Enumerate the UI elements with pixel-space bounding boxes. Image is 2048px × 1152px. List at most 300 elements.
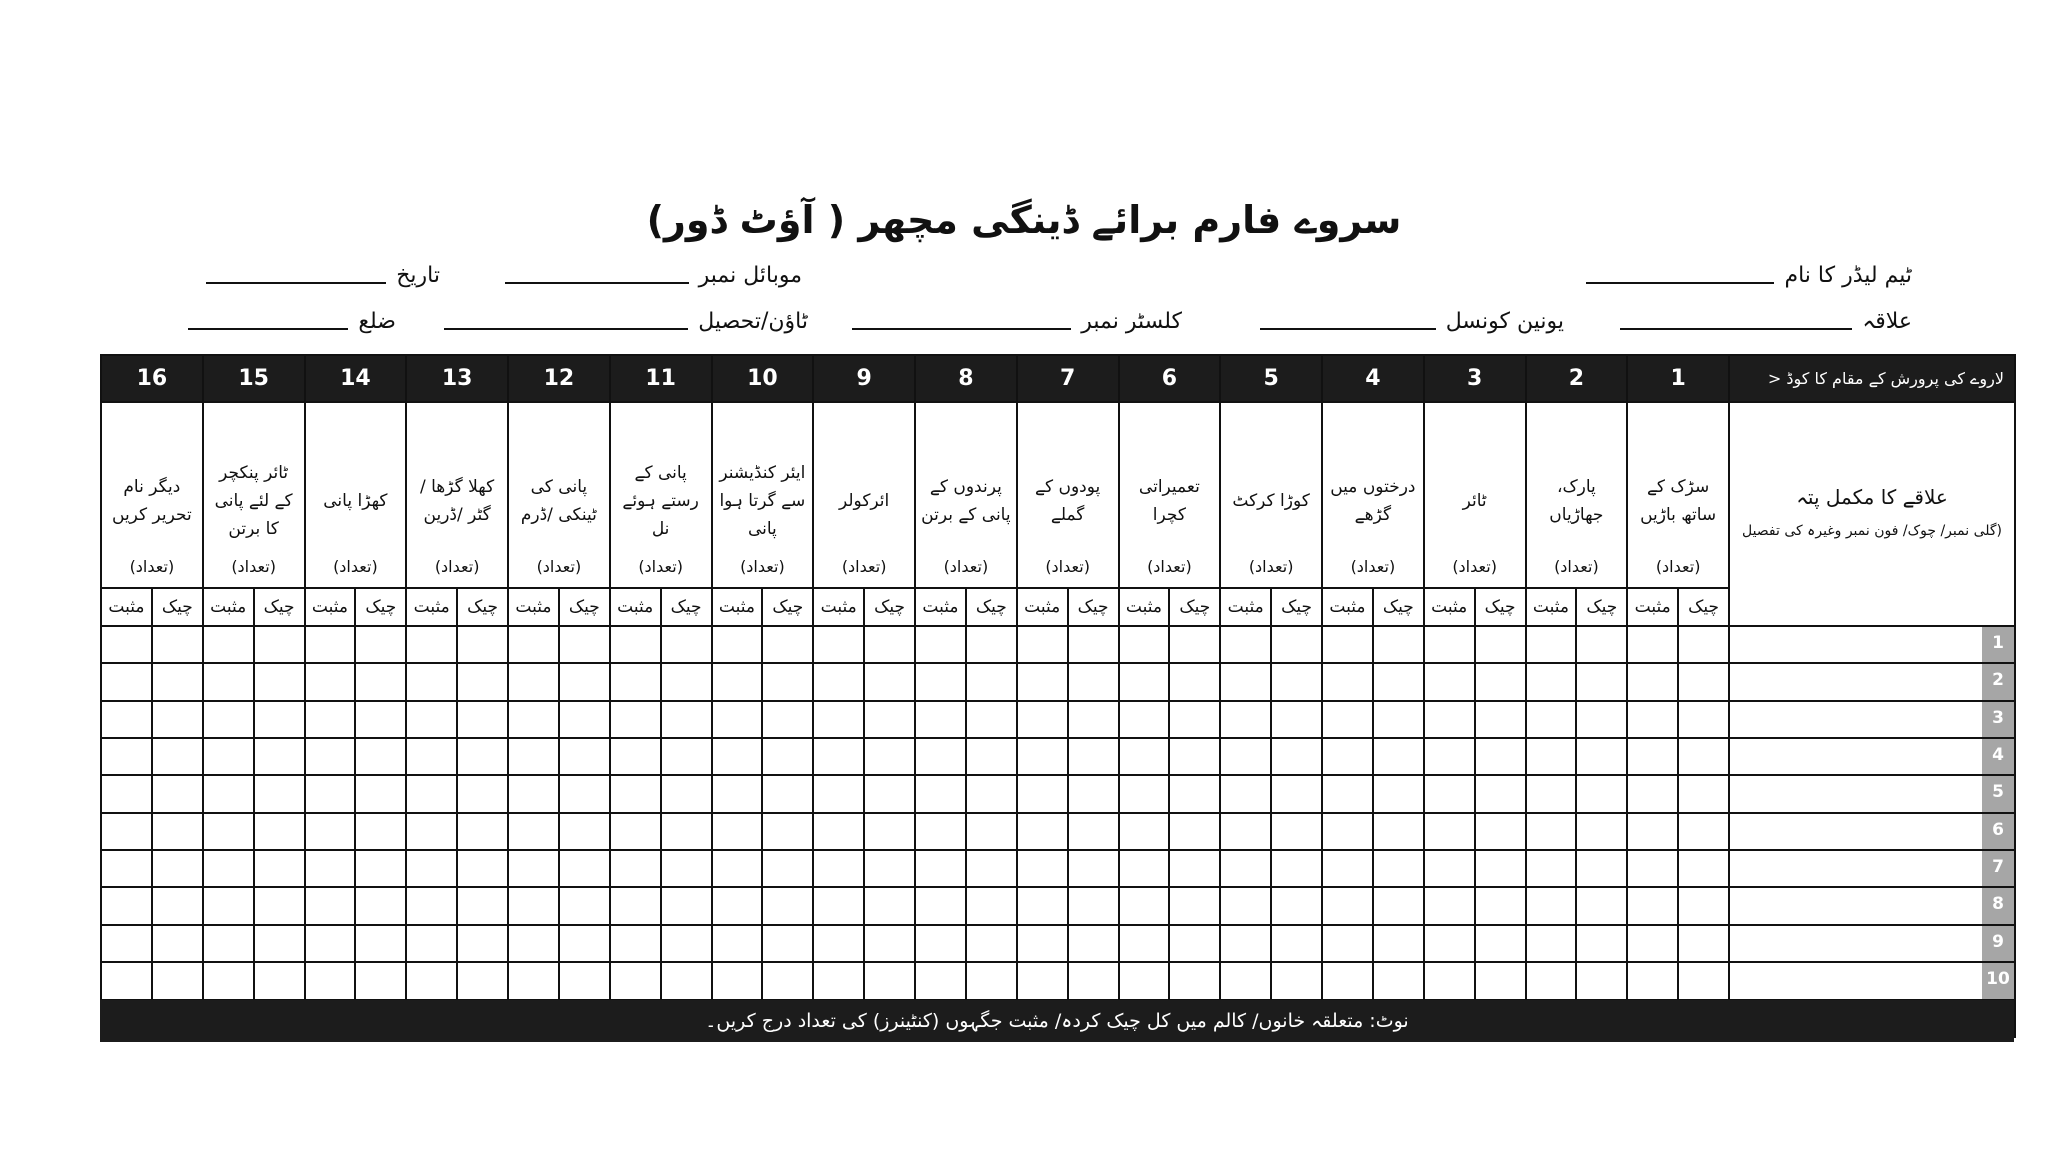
- positive-cell[interactable]: [813, 887, 864, 924]
- positive-cell[interactable]: [1627, 626, 1678, 663]
- positive-cell[interactable]: [1220, 775, 1271, 812]
- positive-cell[interactable]: [101, 663, 152, 700]
- positive-cell[interactable]: [712, 738, 763, 775]
- positive-cell[interactable]: [508, 925, 559, 962]
- positive-cell[interactable]: [203, 738, 254, 775]
- check-cell[interactable]: [1271, 626, 1322, 663]
- check-cell[interactable]: [152, 813, 203, 850]
- date-line[interactable]: [206, 282, 386, 284]
- check-cell[interactable]: [966, 887, 1017, 924]
- check-cell[interactable]: [1169, 626, 1220, 663]
- positive-cell[interactable]: [1526, 925, 1577, 962]
- positive-cell[interactable]: [406, 925, 457, 962]
- check-cell[interactable]: [1068, 962, 1119, 999]
- check-cell[interactable]: [1678, 626, 1729, 663]
- positive-cell[interactable]: [1627, 887, 1678, 924]
- check-cell[interactable]: [152, 850, 203, 887]
- check-cell[interactable]: [559, 701, 610, 738]
- check-cell[interactable]: [152, 738, 203, 775]
- positive-cell[interactable]: [915, 626, 966, 663]
- positive-cell[interactable]: [610, 701, 661, 738]
- check-cell[interactable]: [1169, 887, 1220, 924]
- positive-cell[interactable]: [203, 701, 254, 738]
- positive-cell[interactable]: [1119, 887, 1170, 924]
- positive-cell[interactable]: [101, 738, 152, 775]
- check-cell[interactable]: [864, 775, 915, 812]
- check-cell[interactable]: [966, 850, 1017, 887]
- check-cell[interactable]: [355, 775, 406, 812]
- check-cell[interactable]: [355, 626, 406, 663]
- check-cell[interactable]: [559, 925, 610, 962]
- positive-cell[interactable]: [1220, 962, 1271, 999]
- check-cell[interactable]: [1271, 925, 1322, 962]
- positive-cell[interactable]: [406, 701, 457, 738]
- check-cell[interactable]: [1576, 701, 1627, 738]
- positive-cell[interactable]: [1017, 738, 1068, 775]
- cluster-line[interactable]: [852, 328, 1071, 330]
- positive-cell[interactable]: [1017, 626, 1068, 663]
- positive-cell[interactable]: [915, 850, 966, 887]
- check-cell[interactable]: [1169, 850, 1220, 887]
- town-field[interactable]: [428, 300, 808, 334]
- positive-cell[interactable]: [813, 962, 864, 999]
- positive-cell[interactable]: [915, 738, 966, 775]
- check-cell[interactable]: [559, 887, 610, 924]
- check-cell[interactable]: [762, 663, 813, 700]
- positive-cell[interactable]: [915, 813, 966, 850]
- check-cell[interactable]: [1678, 738, 1729, 775]
- positive-cell[interactable]: [1627, 813, 1678, 850]
- positive-cell[interactable]: [1322, 663, 1373, 700]
- check-cell[interactable]: [661, 925, 712, 962]
- check-cell[interactable]: [457, 813, 508, 850]
- positive-cell[interactable]: [1627, 962, 1678, 999]
- positive-cell[interactable]: [712, 626, 763, 663]
- check-cell[interactable]: [762, 925, 813, 962]
- check-cell[interactable]: [1678, 887, 1729, 924]
- positive-cell[interactable]: [1526, 775, 1577, 812]
- check-cell[interactable]: [1169, 701, 1220, 738]
- positive-cell[interactable]: [1627, 663, 1678, 700]
- positive-cell[interactable]: [1424, 738, 1475, 775]
- positive-cell[interactable]: [1017, 663, 1068, 700]
- check-cell[interactable]: [1678, 962, 1729, 999]
- positive-cell[interactable]: [406, 813, 457, 850]
- positive-cell[interactable]: [305, 626, 356, 663]
- check-cell[interactable]: [1678, 663, 1729, 700]
- check-cell[interactable]: [1169, 663, 1220, 700]
- check-cell[interactable]: [254, 925, 305, 962]
- positive-cell[interactable]: [508, 850, 559, 887]
- positive-cell[interactable]: [203, 962, 254, 999]
- check-cell[interactable]: [762, 962, 813, 999]
- check-cell[interactable]: [762, 738, 813, 775]
- address-cell[interactable]: [1729, 962, 2015, 999]
- positive-cell[interactable]: [610, 925, 661, 962]
- positive-cell[interactable]: [1424, 663, 1475, 700]
- positive-cell[interactable]: [1017, 813, 1068, 850]
- positive-cell[interactable]: [1119, 925, 1170, 962]
- check-cell[interactable]: [355, 962, 406, 999]
- check-cell[interactable]: [152, 701, 203, 738]
- positive-cell[interactable]: [1424, 626, 1475, 663]
- check-cell[interactable]: [1576, 626, 1627, 663]
- positive-cell[interactable]: [1322, 701, 1373, 738]
- check-cell[interactable]: [1373, 701, 1424, 738]
- check-cell[interactable]: [762, 775, 813, 812]
- check-cell[interactable]: [254, 850, 305, 887]
- positive-cell[interactable]: [915, 887, 966, 924]
- check-cell[interactable]: [559, 738, 610, 775]
- positive-cell[interactable]: [406, 850, 457, 887]
- check-cell[interactable]: [152, 925, 203, 962]
- check-cell[interactable]: [661, 850, 712, 887]
- positive-cell[interactable]: [813, 663, 864, 700]
- check-cell[interactable]: [254, 962, 305, 999]
- positive-cell[interactable]: [610, 626, 661, 663]
- positive-cell[interactable]: [1220, 925, 1271, 962]
- check-cell[interactable]: [1678, 813, 1729, 850]
- address-cell[interactable]: [1729, 775, 2015, 812]
- positive-cell[interactable]: [1322, 850, 1373, 887]
- check-cell[interactable]: [1475, 925, 1526, 962]
- positive-cell[interactable]: [1017, 887, 1068, 924]
- positive-cell[interactable]: [305, 850, 356, 887]
- check-cell[interactable]: [762, 887, 813, 924]
- check-cell[interactable]: [457, 663, 508, 700]
- positive-cell[interactable]: [101, 925, 152, 962]
- positive-cell[interactable]: [1526, 663, 1577, 700]
- check-cell[interactable]: [1271, 701, 1322, 738]
- address-cell[interactable]: [1729, 738, 2015, 775]
- positive-cell[interactable]: [712, 850, 763, 887]
- positive-cell[interactable]: [610, 663, 661, 700]
- check-cell[interactable]: [762, 626, 813, 663]
- positive-cell[interactable]: [1119, 738, 1170, 775]
- address-cell[interactable]: [1729, 663, 2015, 700]
- check-cell[interactable]: [457, 925, 508, 962]
- check-cell[interactable]: [966, 925, 1017, 962]
- positive-cell[interactable]: [305, 663, 356, 700]
- district-field[interactable]: [186, 300, 396, 334]
- positive-cell[interactable]: [1119, 663, 1170, 700]
- check-cell[interactable]: [457, 701, 508, 738]
- area-line[interactable]: [1620, 328, 1852, 330]
- check-cell[interactable]: [864, 663, 915, 700]
- positive-cell[interactable]: [1322, 626, 1373, 663]
- check-cell[interactable]: [254, 775, 305, 812]
- check-cell[interactable]: [1271, 813, 1322, 850]
- check-cell[interactable]: [1475, 626, 1526, 663]
- check-cell[interactable]: [152, 775, 203, 812]
- town-line[interactable]: [444, 328, 688, 330]
- positive-cell[interactable]: [712, 962, 763, 999]
- check-cell[interactable]: [1475, 813, 1526, 850]
- mobile-field[interactable]: [482, 254, 802, 288]
- positive-cell[interactable]: [813, 775, 864, 812]
- positive-cell[interactable]: [101, 626, 152, 663]
- check-cell[interactable]: [254, 663, 305, 700]
- positive-cell[interactable]: [203, 775, 254, 812]
- check-cell[interactable]: [864, 701, 915, 738]
- positive-cell[interactable]: [305, 813, 356, 850]
- district-line[interactable]: [188, 328, 348, 330]
- check-cell[interactable]: [1576, 738, 1627, 775]
- address-cell[interactable]: [1729, 925, 2015, 962]
- positive-cell[interactable]: [712, 701, 763, 738]
- positive-cell[interactable]: [1322, 813, 1373, 850]
- positive-cell[interactable]: [508, 738, 559, 775]
- check-cell[interactable]: [864, 813, 915, 850]
- check-cell[interactable]: [966, 626, 1017, 663]
- positive-cell[interactable]: [1424, 775, 1475, 812]
- check-cell[interactable]: [1068, 813, 1119, 850]
- positive-cell[interactable]: [712, 663, 763, 700]
- check-cell[interactable]: [355, 925, 406, 962]
- positive-cell[interactable]: [1017, 962, 1068, 999]
- positive-cell[interactable]: [1424, 962, 1475, 999]
- positive-cell[interactable]: [305, 887, 356, 924]
- check-cell[interactable]: [1576, 850, 1627, 887]
- positive-cell[interactable]: [1526, 850, 1577, 887]
- check-cell[interactable]: [1068, 850, 1119, 887]
- positive-cell[interactable]: [406, 738, 457, 775]
- check-cell[interactable]: [1068, 775, 1119, 812]
- check-cell[interactable]: [1576, 887, 1627, 924]
- positive-cell[interactable]: [813, 701, 864, 738]
- positive-cell[interactable]: [1119, 850, 1170, 887]
- check-cell[interactable]: [1068, 626, 1119, 663]
- positive-cell[interactable]: [813, 813, 864, 850]
- positive-cell[interactable]: [712, 813, 763, 850]
- check-cell[interactable]: [1373, 663, 1424, 700]
- check-cell[interactable]: [457, 626, 508, 663]
- check-cell[interactable]: [1475, 663, 1526, 700]
- positive-cell[interactable]: [508, 775, 559, 812]
- check-cell[interactable]: [559, 775, 610, 812]
- positive-cell[interactable]: [1119, 626, 1170, 663]
- positive-cell[interactable]: [203, 887, 254, 924]
- check-cell[interactable]: [1169, 813, 1220, 850]
- positive-cell[interactable]: [1627, 738, 1678, 775]
- positive-cell[interactable]: [1526, 701, 1577, 738]
- positive-cell[interactable]: [203, 850, 254, 887]
- check-cell[interactable]: [152, 663, 203, 700]
- positive-cell[interactable]: [915, 663, 966, 700]
- area-field[interactable]: [1586, 300, 1912, 334]
- check-cell[interactable]: [559, 663, 610, 700]
- check-cell[interactable]: [254, 701, 305, 738]
- positive-cell[interactable]: [610, 887, 661, 924]
- positive-cell[interactable]: [1017, 701, 1068, 738]
- positive-cell[interactable]: [1017, 775, 1068, 812]
- check-cell[interactable]: [355, 850, 406, 887]
- positive-cell[interactable]: [508, 701, 559, 738]
- check-cell[interactable]: [966, 962, 1017, 999]
- check-cell[interactable]: [661, 813, 712, 850]
- positive-cell[interactable]: [1220, 663, 1271, 700]
- positive-cell[interactable]: [1017, 850, 1068, 887]
- check-cell[interactable]: [1169, 738, 1220, 775]
- positive-cell[interactable]: [203, 813, 254, 850]
- check-cell[interactable]: [254, 626, 305, 663]
- check-cell[interactable]: [1576, 813, 1627, 850]
- positive-cell[interactable]: [813, 738, 864, 775]
- positive-cell[interactable]: [915, 962, 966, 999]
- check-cell[interactable]: [966, 738, 1017, 775]
- check-cell[interactable]: [1373, 925, 1424, 962]
- positive-cell[interactable]: [305, 925, 356, 962]
- mobile-line[interactable]: [505, 282, 689, 284]
- check-cell[interactable]: [864, 850, 915, 887]
- positive-cell[interactable]: [101, 775, 152, 812]
- check-cell[interactable]: [355, 813, 406, 850]
- positive-cell[interactable]: [1322, 962, 1373, 999]
- check-cell[interactable]: [1678, 775, 1729, 812]
- check-cell[interactable]: [1068, 738, 1119, 775]
- check-cell[interactable]: [1475, 775, 1526, 812]
- check-cell[interactable]: [762, 813, 813, 850]
- positive-cell[interactable]: [1220, 701, 1271, 738]
- team-leader-line[interactable]: [1586, 282, 1774, 284]
- union-council-line[interactable]: [1260, 328, 1436, 330]
- check-cell[interactable]: [355, 663, 406, 700]
- positive-cell[interactable]: [610, 775, 661, 812]
- positive-cell[interactable]: [1119, 775, 1170, 812]
- positive-cell[interactable]: [915, 775, 966, 812]
- check-cell[interactable]: [1373, 887, 1424, 924]
- positive-cell[interactable]: [712, 925, 763, 962]
- check-cell[interactable]: [864, 887, 915, 924]
- positive-cell[interactable]: [508, 962, 559, 999]
- positive-cell[interactable]: [712, 775, 763, 812]
- positive-cell[interactable]: [1526, 887, 1577, 924]
- check-cell[interactable]: [457, 738, 508, 775]
- positive-cell[interactable]: [712, 887, 763, 924]
- address-cell[interactable]: [1729, 701, 2015, 738]
- check-cell[interactable]: [864, 626, 915, 663]
- check-cell[interactable]: [254, 887, 305, 924]
- positive-cell[interactable]: [305, 962, 356, 999]
- positive-cell[interactable]: [1424, 701, 1475, 738]
- check-cell[interactable]: [966, 813, 1017, 850]
- positive-cell[interactable]: [101, 887, 152, 924]
- check-cell[interactable]: [1271, 738, 1322, 775]
- check-cell[interactable]: [355, 887, 406, 924]
- check-cell[interactable]: [661, 962, 712, 999]
- positive-cell[interactable]: [1627, 701, 1678, 738]
- positive-cell[interactable]: [203, 626, 254, 663]
- check-cell[interactable]: [661, 663, 712, 700]
- check-cell[interactable]: [1475, 850, 1526, 887]
- positive-cell[interactable]: [508, 626, 559, 663]
- check-cell[interactable]: [355, 701, 406, 738]
- positive-cell[interactable]: [406, 962, 457, 999]
- check-cell[interactable]: [1373, 813, 1424, 850]
- address-cell[interactable]: [1729, 850, 2015, 887]
- check-cell[interactable]: [254, 738, 305, 775]
- union-council-field[interactable]: [1260, 300, 1564, 334]
- check-cell[interactable]: [1271, 850, 1322, 887]
- positive-cell[interactable]: [1627, 775, 1678, 812]
- positive-cell[interactable]: [915, 925, 966, 962]
- positive-cell[interactable]: [305, 738, 356, 775]
- positive-cell[interactable]: [101, 850, 152, 887]
- positive-cell[interactable]: [203, 663, 254, 700]
- address-cell[interactable]: [1729, 813, 2015, 850]
- check-cell[interactable]: [1068, 701, 1119, 738]
- positive-cell[interactable]: [1220, 626, 1271, 663]
- positive-cell[interactable]: [1526, 738, 1577, 775]
- check-cell[interactable]: [1475, 962, 1526, 999]
- positive-cell[interactable]: [1322, 775, 1373, 812]
- check-cell[interactable]: [1068, 925, 1119, 962]
- address-cell[interactable]: [1729, 887, 2015, 924]
- positive-cell[interactable]: [406, 775, 457, 812]
- check-cell[interactable]: [1576, 925, 1627, 962]
- positive-cell[interactable]: [406, 887, 457, 924]
- positive-cell[interactable]: [610, 850, 661, 887]
- positive-cell[interactable]: [1017, 925, 1068, 962]
- check-cell[interactable]: [661, 887, 712, 924]
- check-cell[interactable]: [1271, 663, 1322, 700]
- check-cell[interactable]: [355, 738, 406, 775]
- check-cell[interactable]: [1373, 738, 1424, 775]
- check-cell[interactable]: [864, 925, 915, 962]
- positive-cell[interactable]: [406, 626, 457, 663]
- check-cell[interactable]: [152, 887, 203, 924]
- positive-cell[interactable]: [1220, 850, 1271, 887]
- check-cell[interactable]: [254, 813, 305, 850]
- check-cell[interactable]: [457, 775, 508, 812]
- check-cell[interactable]: [1576, 663, 1627, 700]
- check-cell[interactable]: [1271, 887, 1322, 924]
- positive-cell[interactable]: [813, 626, 864, 663]
- check-cell[interactable]: [152, 626, 203, 663]
- positive-cell[interactable]: [508, 663, 559, 700]
- positive-cell[interactable]: [1220, 738, 1271, 775]
- check-cell[interactable]: [966, 663, 1017, 700]
- check-cell[interactable]: [1678, 925, 1729, 962]
- check-cell[interactable]: [1475, 701, 1526, 738]
- check-cell[interactable]: [762, 701, 813, 738]
- check-cell[interactable]: [661, 626, 712, 663]
- positive-cell[interactable]: [1424, 850, 1475, 887]
- team-leader-field[interactable]: [1586, 254, 1912, 288]
- positive-cell[interactable]: [508, 813, 559, 850]
- positive-cell[interactable]: [610, 962, 661, 999]
- check-cell[interactable]: [559, 813, 610, 850]
- positive-cell[interactable]: [610, 813, 661, 850]
- check-cell[interactable]: [1373, 775, 1424, 812]
- positive-cell[interactable]: [1119, 701, 1170, 738]
- check-cell[interactable]: [661, 738, 712, 775]
- positive-cell[interactable]: [1119, 813, 1170, 850]
- check-cell[interactable]: [864, 738, 915, 775]
- positive-cell[interactable]: [203, 925, 254, 962]
- check-cell[interactable]: [152, 962, 203, 999]
- positive-cell[interactable]: [1424, 813, 1475, 850]
- address-cell[interactable]: [1729, 626, 2015, 663]
- positive-cell[interactable]: [1627, 925, 1678, 962]
- check-cell[interactable]: [457, 887, 508, 924]
- positive-cell[interactable]: [305, 775, 356, 812]
- check-cell[interactable]: [1576, 775, 1627, 812]
- positive-cell[interactable]: [1322, 887, 1373, 924]
- positive-cell[interactable]: [813, 925, 864, 962]
- check-cell[interactable]: [457, 850, 508, 887]
- positive-cell[interactable]: [1424, 925, 1475, 962]
